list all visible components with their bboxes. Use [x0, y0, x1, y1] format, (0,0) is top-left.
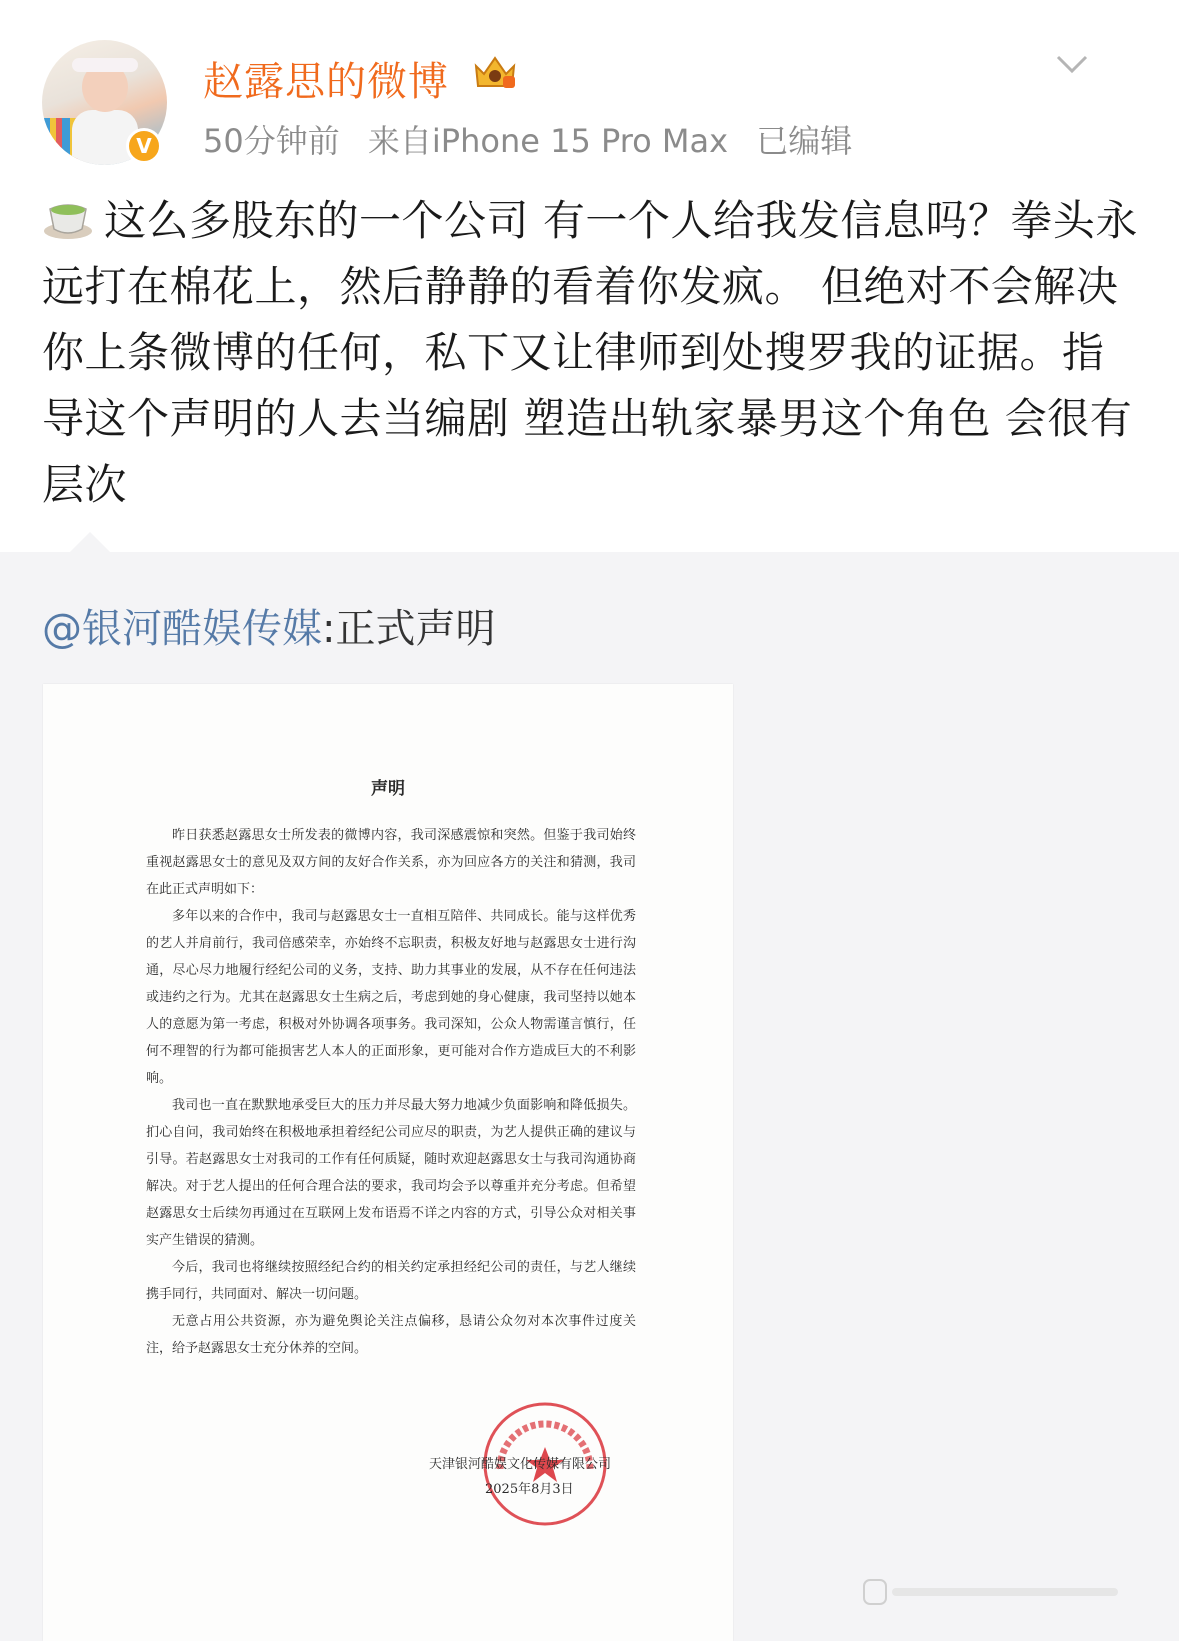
- statement-document-image[interactable]: [43, 684, 733, 1641]
- mention-link[interactable]: @银河酷娱传媒: [42, 606, 322, 652]
- document-paragraph: 今后，我司也将继续按照经纪合约的相关约定承担经纪公司的责任，与艺人继续携手同行，共同面对、解决一切问题。: [146, 1260, 636, 1302]
- watermark-icon: [862, 1574, 1122, 1610]
- retweet-notch: [70, 532, 110, 552]
- retweet-header: [42, 597, 495, 654]
- member-crown-icon[interactable]: [470, 52, 520, 92]
- document-paragraph: 我司也一直在默默地承受巨大的压力并尽最大努力地减少负面影响和降低损失。扪心自问，我司始终在积极地承担着经纪公司应尽的职责，为艺人提供正确的建议与引导。若赵露思女士对我司的工作有任何质疑，随时欢迎赵露思女士与我司沟通协商解决。对于艺人提出的任何合理合法的要求，我司均会予以尊重并充分考虑。但希望赵露思女士后续勿再通过在互联网上发布语焉不详之内容的方式，引导公众对相关事实产生错误的猜测。: [146, 1098, 636, 1248]
- weibo-post: [0, 0, 1179, 575]
- post-content: [42, 188, 1142, 518]
- document-body: [146, 822, 636, 1362]
- retweet-text: :正式声明: [322, 606, 496, 652]
- post-time: 50分钟前: [203, 122, 340, 160]
- avatar-visor: [72, 58, 138, 72]
- document-paragraph: 昨日获悉赵露思女士所发表的微博内容，我司深感震惊和突然。但鉴于我司始终重视赵露思女士的意见及双方间的友好合作关系，亦为回应各方的关注和猜测，我司在此正式声明如下：: [146, 828, 636, 897]
- tea-emoji-icon: [42, 197, 94, 241]
- document-title: 声明: [371, 779, 405, 799]
- retweet-card[interactable]: [0, 552, 1179, 1641]
- verified-badge-icon: V: [126, 128, 162, 164]
- document-signature: 天津银河酷娱文化传媒有限公司: [429, 1457, 612, 1472]
- post-text: 这么多股东的一个公司 有一个人给我发信息吗？拳头永远打在棉花上，然后静静的看着你发疯。 但绝对不会解决你上条微博的任何，私下又让律师到处搜罗我的证据。指导这个声明的人去当编剧 塑造出轨家暴男这个角色 会很有层次: [42, 196, 1138, 509]
- username[interactable]: 赵露思的微博: [203, 59, 449, 105]
- document-paragraph: 无意占用公共资源，亦为避免舆论关注点偏移，恳请公众勿对本次事件过度关注，给予赵露思女士充分休养的空间。: [146, 1314, 636, 1356]
- post-meta: [203, 116, 870, 162]
- document-date: 2025年8月3日: [485, 1482, 574, 1497]
- document-paragraph: 多年以来的合作中，我司与赵露思女士一直相互陪伴、共同成长。能与这样优秀的艺人并肩前行，我司倍感荣幸，亦始终不忘职责，积极友好地与赵露思女士进行沟通，尽心尽力地履行经纪公司的义务，支持、助力其事业的发展，从不存在任何违法或违约之行为。尤其在赵露思女士生病之后，考虑到她的身心健康，我司坚持以她本人的意愿为第一考虑，积极对外协调各项事务。我司深知，公众人物需谨言慎行，任何不理智的行为都可能损害艺人本人的正面形象，更可能对合作方造成巨大的不利影响。: [146, 909, 636, 1086]
- post-source[interactable]: 来自iPhone 15 Pro Max: [367, 122, 729, 160]
- edited-label[interactable]: 已编辑: [756, 122, 853, 160]
- chevron-down-icon[interactable]: [1055, 52, 1089, 76]
